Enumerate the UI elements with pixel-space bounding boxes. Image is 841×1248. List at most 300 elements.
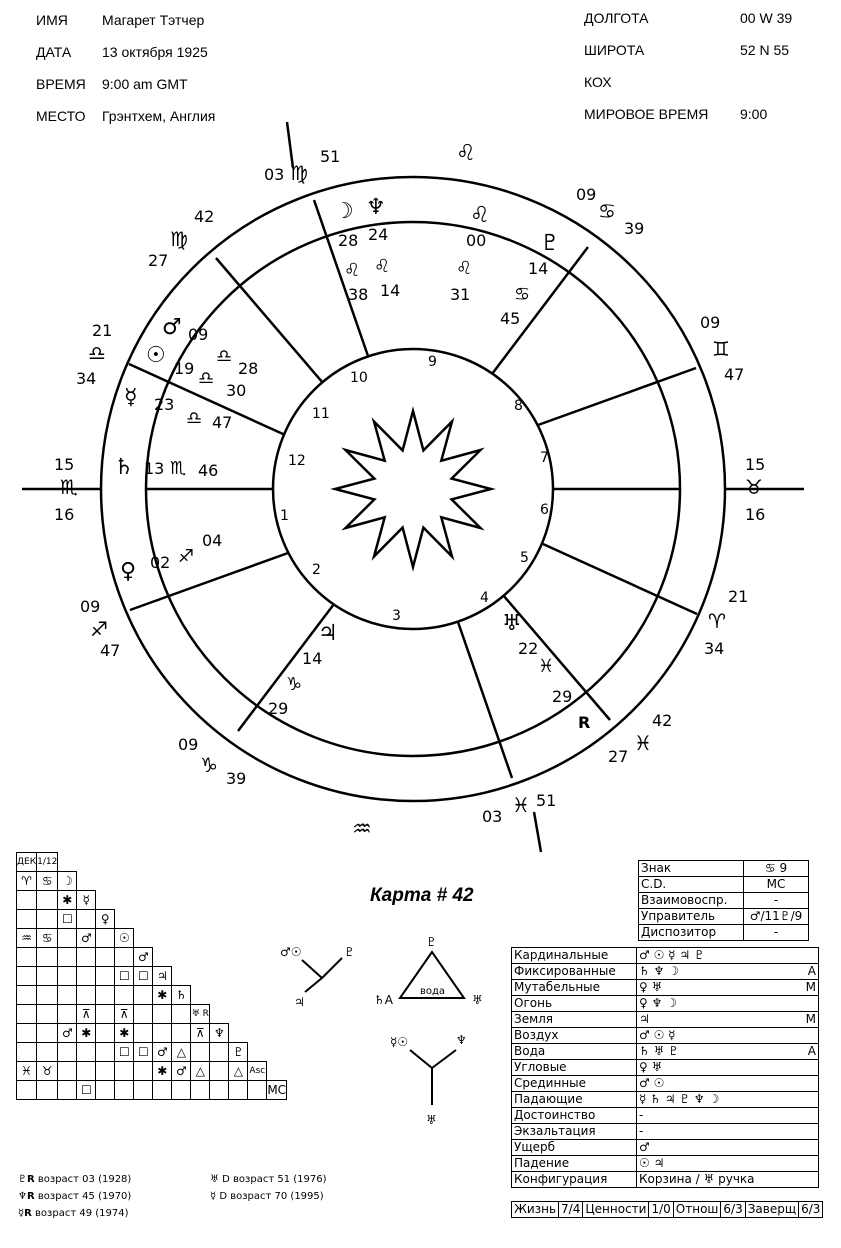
cusp-sign-icon: ♈ — [708, 609, 726, 633]
summary-key: Знак — [639, 861, 744, 877]
grid-cell — [17, 986, 37, 1005]
grid-header-cell: ДЕК — [17, 853, 37, 872]
grid-cell — [37, 1005, 58, 1024]
aspect-grid — [16, 852, 287, 1100]
grid-cell — [37, 1024, 58, 1043]
grid-cell — [134, 1005, 153, 1024]
place-label: МЕСТО — [36, 108, 86, 124]
cusp-sign-icon: ♓ — [512, 793, 530, 817]
planet-properties-table — [511, 947, 819, 1188]
retrograde-list-left — [18, 1174, 131, 1219]
property-key: Земля — [512, 1012, 637, 1028]
grid-cell — [17, 910, 37, 929]
grid-cell: ☐ — [134, 967, 153, 986]
grid-cell — [134, 1081, 153, 1100]
grid-cell: ♄ — [172, 986, 191, 1005]
completion-value: 6/3 — [799, 1202, 823, 1218]
grid-cell — [37, 910, 58, 929]
property-planets: ♄ ♅ ♇ — [637, 1044, 803, 1060]
planet-minute: 38 — [348, 285, 369, 304]
property-angle — [802, 948, 819, 964]
summary-value: ♋ 9 — [744, 861, 809, 877]
property-planets: ♃ — [637, 1012, 803, 1028]
grid-cell — [77, 948, 96, 967]
grid-cell: Asc — [248, 1062, 267, 1081]
property-key: Воздух — [512, 1028, 637, 1044]
cusp-degree: 09 — [700, 313, 721, 332]
planet-minute: 47 — [212, 413, 233, 432]
completion-label: Заверщ — [745, 1202, 798, 1218]
grid-cell — [58, 1005, 77, 1024]
grid-cell — [153, 1024, 172, 1043]
planet-degree: 28 — [338, 231, 359, 250]
grid-cell: MC — [267, 1081, 287, 1100]
grid-cell — [96, 1024, 115, 1043]
cusp-minute: 42 — [652, 711, 673, 730]
grid-cell: ♀ — [96, 910, 115, 929]
grid-cell — [58, 1062, 77, 1081]
planet-minute: 04 — [202, 531, 223, 550]
universal-time-label: МИРОВОЕ ВРЕМЯ — [584, 106, 709, 122]
grid-cell — [37, 1081, 58, 1100]
time-label: ВРЕМЯ — [36, 76, 86, 92]
cusp-degree: 15 — [745, 455, 766, 474]
planet-minute: 28 — [238, 359, 259, 378]
cusp-degree: 15 — [54, 455, 75, 474]
intercepted-aquarius-icon: ♒ — [352, 817, 372, 842]
property-key: Падение — [512, 1156, 637, 1172]
life-label: Жизнь — [512, 1202, 559, 1218]
latitude-label: ШИРОТА — [584, 42, 645, 58]
grid-cell — [37, 1043, 58, 1062]
property-angle — [802, 1060, 819, 1076]
planet-minute: 31 — [450, 285, 471, 304]
planet-degree: 09 — [188, 325, 209, 344]
retro-item: ♅ D возраст 51 (1976) — [210, 1174, 327, 1185]
cusp-sign-icon: ♉ — [745, 475, 763, 499]
grid-cell — [191, 1081, 210, 1100]
grid-cell — [58, 1081, 77, 1100]
planet-minute: 14 — [380, 281, 401, 300]
cusp-minute: 42 — [194, 207, 215, 226]
retro-item: ☿ D возраст 70 (1995) — [210, 1191, 324, 1202]
planet-sign-icon: ♎ — [216, 346, 233, 367]
cusp-minute: 16 — [745, 505, 766, 524]
planet-sign-icon: ♓ — [538, 656, 555, 677]
summary-key: Управитель — [639, 909, 744, 925]
cusp-degree: 09 — [178, 735, 199, 754]
cusp-sign-icon: ♐ — [90, 617, 108, 641]
planet-minute: 45 — [500, 309, 521, 328]
cusp-degree: 21 — [728, 587, 749, 606]
grid-cell — [37, 986, 58, 1005]
grid-cell — [17, 948, 37, 967]
planet-sign-icon: ♌ — [456, 258, 473, 279]
property-planets: ♂ — [637, 1140, 803, 1156]
summary-value: - — [744, 893, 809, 909]
triangle-right-label: ♅ — [472, 993, 483, 1007]
grid-cell: ♆ — [210, 1024, 229, 1043]
grid-cell — [77, 910, 96, 929]
property-planets: ♄ ♆ ☽ — [637, 964, 803, 980]
grid-cell — [172, 1081, 191, 1100]
property-angle — [802, 1076, 819, 1092]
planet-degree: 22 — [518, 639, 539, 658]
cusp-sign-icon: ♍ — [170, 227, 188, 251]
triangle-left-label: ♄A — [374, 993, 393, 1007]
house-number: 11 — [312, 406, 330, 422]
grid-cell — [77, 1043, 96, 1062]
grid-header-cell: 1/12 — [37, 853, 58, 872]
grid-cell — [96, 1062, 115, 1081]
planet-glyph-icon: ☽ — [334, 199, 354, 224]
grid-cell — [96, 929, 115, 948]
property-angle — [802, 1108, 819, 1124]
grid-cell — [58, 948, 77, 967]
property-key: Достоинство — [512, 1108, 637, 1124]
summary-key: Взаимовоспр. — [639, 893, 744, 909]
house-number: 4 — [480, 590, 489, 606]
property-angle — [802, 1124, 819, 1140]
planet-glyph-icon: ♇ — [540, 231, 560, 256]
grid-cell: ☐ — [115, 1043, 134, 1062]
property-key: Огонь — [512, 996, 637, 1012]
triangle-center-label: вода — [420, 986, 446, 997]
grid-cell — [134, 1024, 153, 1043]
cusp-minute: 39 — [624, 219, 645, 238]
summary-key: Диспозитор — [639, 925, 744, 941]
property-planets: Корзина / ♅ ручка — [637, 1172, 803, 1188]
house-number: 6 — [540, 502, 549, 518]
grid-cell — [77, 1062, 96, 1081]
center-star-icon — [335, 411, 491, 567]
property-planets: ♂ ☉ ☿ ♃ ♇ — [637, 948, 803, 964]
cusp-minute: 47 — [724, 365, 745, 384]
property-key: Мутабельные — [512, 980, 637, 996]
grid-cell — [37, 948, 58, 967]
grid-cell: ♅ R — [191, 1005, 210, 1024]
planet-degree: 00 — [466, 231, 487, 250]
house-cusp-lines — [22, 122, 804, 852]
planet-glyph-icon: ♌ — [470, 203, 490, 228]
relations-label: Отнош — [673, 1202, 721, 1218]
property-key: Угловые — [512, 1060, 637, 1076]
planet-degree: 24 — [368, 225, 389, 244]
planet-glyph-icon: ☿ — [124, 385, 138, 410]
grid-cell: ☿ — [77, 891, 96, 910]
planet-degree: 13 — [144, 459, 165, 478]
property-planets: ♂ ☉ — [637, 1076, 803, 1092]
time-value: 9:00 am GMT — [102, 76, 188, 92]
property-angle — [802, 996, 819, 1012]
house-number: 5 — [520, 550, 529, 566]
planet-glyph-icon: ☉ — [146, 343, 166, 368]
grid-cell: ⊼ — [77, 1005, 96, 1024]
property-key: Экзальтация — [512, 1124, 637, 1140]
values-label: Ценности — [583, 1202, 649, 1218]
property-key: Срединные — [512, 1076, 637, 1092]
retro-item: ☿R возраст 49 (1974) — [18, 1208, 129, 1219]
house-system-label: КОХ — [584, 74, 612, 90]
planet-degree: 19 — [174, 359, 195, 378]
grid-cell — [210, 1062, 229, 1081]
house-number: 7 — [540, 450, 549, 466]
grid-cell — [17, 1043, 37, 1062]
grid-cell — [172, 1024, 191, 1043]
grid-cell — [58, 1043, 77, 1062]
planet-sign-icon: ♎ — [198, 368, 215, 389]
cusp-sign-icon: ♊ — [712, 337, 730, 361]
values-value: 1/0 — [649, 1202, 673, 1218]
yod2-right-label: ♆ — [456, 1033, 467, 1047]
planet-degree: 23 — [154, 395, 175, 414]
grid-cell — [17, 1024, 37, 1043]
grid-cell — [77, 967, 96, 986]
grid-cell: ♒ — [17, 929, 37, 948]
property-key: Фиксированные — [512, 964, 637, 980]
summary-value: ♂/11♇/9 — [744, 909, 809, 925]
property-key: Падающие — [512, 1092, 637, 1108]
property-angle: M — [802, 1012, 819, 1028]
property-planets: ♀ ♆ ☽ — [637, 996, 803, 1012]
cusp-minute: 51 — [536, 791, 557, 810]
grid-cell — [210, 1081, 229, 1100]
cusp-degree: 21 — [92, 321, 113, 340]
longitude-label: ДОЛГОТА — [584, 10, 649, 26]
planet-glyph-icon: ♀ — [120, 559, 137, 584]
planet-sign-icon: ♌ — [374, 256, 391, 277]
property-angle — [802, 1092, 819, 1108]
grid-cell: △ — [191, 1062, 210, 1081]
grid-cell — [37, 967, 58, 986]
cusp-minute: 34 — [76, 369, 97, 388]
grid-cell — [134, 986, 153, 1005]
planet-degree: 02 — [150, 553, 171, 572]
yod1-bottom-label: ♃ — [294, 995, 305, 1009]
cusp-degree: 09 — [80, 597, 101, 616]
grid-cell — [134, 1062, 153, 1081]
grid-cell: ☐ — [77, 1081, 96, 1100]
grid-cell — [115, 986, 134, 1005]
chart-title: Карта # 42 — [370, 885, 474, 906]
summary-value: - — [744, 925, 809, 941]
cusp-sign-icon: ♎ — [88, 341, 106, 365]
planet-minute: 30 — [226, 381, 247, 400]
aspect-figures — [260, 930, 500, 1140]
grid-cell: ♋ — [37, 929, 58, 948]
retro-item: ♆R возраст 45 (1970) — [18, 1191, 132, 1202]
cusp-minute: 39 — [226, 769, 247, 788]
date-label: ДАТА — [36, 44, 72, 60]
house-number: 2 — [312, 562, 321, 578]
grid-cell — [58, 929, 77, 948]
grid-cell — [77, 986, 96, 1005]
grid-cell: ♇ — [229, 1043, 248, 1062]
planet-glyph-icon: ♅ — [502, 611, 522, 636]
grid-cell — [153, 1005, 172, 1024]
grid-cell: ♉ — [37, 1062, 58, 1081]
grid-cell — [96, 948, 115, 967]
grid-cell: ☐ — [134, 1043, 153, 1062]
grid-cell — [17, 967, 37, 986]
summary-key: С.D. — [639, 877, 744, 893]
grid-cell: ♈ — [17, 872, 37, 891]
property-key: Конфигурация — [512, 1172, 637, 1188]
grid-cell — [115, 1062, 134, 1081]
cusp-sign-icon: ♍ — [290, 161, 308, 185]
property-planets: - — [637, 1108, 803, 1124]
planet-glyph-icon: ♆ — [366, 195, 386, 220]
house-number: 8 — [514, 398, 523, 414]
grid-cell — [96, 1081, 115, 1100]
cusp-degree: 27 — [608, 747, 629, 766]
planet-sign-icon: ♌ — [344, 260, 361, 281]
property-planets: ☿ ♄ ♃ ♇ ♆ ☽ — [637, 1092, 803, 1108]
grid-cell — [96, 967, 115, 986]
cusp-sign-icon: ♓ — [634, 731, 652, 755]
grid-cell: ♂ — [172, 1062, 191, 1081]
cusp-sign-icon: ♏ — [60, 475, 78, 499]
yod1-left-label: ♂☉ — [280, 945, 302, 959]
property-angle: A — [802, 964, 819, 980]
cusp-minute: 47 — [100, 641, 121, 660]
grid-cell: ♂ — [134, 948, 153, 967]
triangle-top-label: ♇ — [426, 935, 437, 949]
grid-cell — [96, 986, 115, 1005]
date-value: 13 октября 1925 — [102, 44, 208, 60]
wheel-center-ring — [273, 349, 553, 629]
grid-cell: ✱ — [77, 1024, 96, 1043]
grid-cell: ☽ — [58, 872, 77, 891]
grid-cell: ♂ — [77, 929, 96, 948]
planet-sign-icon: ♏ — [170, 458, 187, 479]
grid-cell — [37, 891, 58, 910]
grid-cell: ♋ — [37, 872, 58, 891]
grid-cell — [153, 1081, 172, 1100]
grid-cell — [191, 1043, 210, 1062]
grid-cell — [58, 986, 77, 1005]
house-number: 9 — [428, 354, 437, 370]
yod2-left-label: ☿☉ — [390, 1035, 409, 1049]
cusp-minute: 16 — [54, 505, 75, 524]
universal-time-value: 9:00 — [740, 106, 768, 122]
property-planets: - — [637, 1124, 803, 1140]
grid-cell — [172, 1005, 191, 1024]
cusp-sign-icon: ♋ — [598, 199, 616, 223]
intercepted-leo-icon: ♌ — [456, 141, 476, 166]
cusp-degree: 27 — [148, 251, 169, 270]
grid-cell — [115, 948, 134, 967]
house-number: 1 — [280, 508, 289, 524]
grid-cell: ♓ — [17, 1062, 37, 1081]
property-planets: ☉ ♃ — [637, 1156, 803, 1172]
planet-sign-icon: ♎ — [186, 408, 203, 429]
latitude-value: 52 N 55 — [740, 42, 790, 58]
grid-cell: ♃ — [153, 967, 172, 986]
grid-cell: ♂ — [58, 1024, 77, 1043]
planet-sign-icon: ♋ — [514, 284, 531, 305]
grid-cell: ✱ — [115, 1024, 134, 1043]
grid-cell: ☐ — [58, 910, 77, 929]
grid-cell: ✱ — [153, 1062, 172, 1081]
cusp-degree: 03 — [264, 165, 285, 184]
property-angle: A — [802, 1044, 819, 1060]
property-angle — [802, 1140, 819, 1156]
grid-cell — [210, 1043, 229, 1062]
grid-cell — [229, 1081, 248, 1100]
grid-cell: ✱ — [58, 891, 77, 910]
planet-glyph-icon: ♂ — [162, 315, 182, 340]
property-angle: M — [802, 980, 819, 996]
yod1-right-label: ♇ — [344, 945, 355, 959]
house-number: 3 — [392, 608, 401, 624]
retro-item: ♇R возраст 03 (1928) — [18, 1174, 132, 1185]
retrograde-mark: R — [578, 713, 591, 732]
house-number: 12 — [288, 453, 306, 469]
grid-cell — [17, 891, 37, 910]
place-value: Грэнтхем, Англия — [102, 108, 216, 124]
property-planets: ♀ ♅ — [637, 980, 803, 996]
grid-cell: ⊼ — [115, 1005, 134, 1024]
relations-value: 6/3 — [721, 1202, 745, 1218]
property-key: Вода — [512, 1044, 637, 1060]
longitude-value: 00 W 39 — [740, 10, 793, 26]
summary-value: МС — [744, 877, 809, 893]
grid-cell: ♂ — [153, 1043, 172, 1062]
property-angle — [802, 1028, 819, 1044]
grid-cell: ⊼ — [191, 1024, 210, 1043]
grid-cell: △ — [172, 1043, 191, 1062]
property-angle — [802, 1156, 819, 1172]
property-planets: ♂ ☉ ☿ — [637, 1028, 803, 1044]
life-areas-table — [511, 1201, 823, 1218]
planet-sign-icon: ♑ — [286, 674, 303, 695]
cusp-degree: 03 — [482, 807, 503, 826]
grid-cell: ☐ — [115, 967, 134, 986]
retrograde-list-right — [210, 1174, 327, 1202]
grid-cell: ✱ — [153, 986, 172, 1005]
grid-cell — [115, 1081, 134, 1100]
planet-minute: 29 — [552, 687, 573, 706]
cusp-minute: 34 — [704, 639, 725, 658]
property-planets: ♀ ♅ — [637, 1060, 803, 1076]
property-angle — [802, 1172, 819, 1188]
name-label: ИМЯ — [36, 12, 68, 28]
grid-cell — [96, 1005, 115, 1024]
planet-degree: 14 — [528, 259, 549, 278]
cusp-degree: 09 — [576, 185, 597, 204]
planet-minute: 46 — [198, 461, 219, 480]
yod2-bottom-label: ♅ — [426, 1113, 437, 1127]
grid-cell — [17, 1081, 37, 1100]
grid-cell: △ — [229, 1062, 248, 1081]
name-value: Магарет Тэтчер — [102, 12, 205, 28]
property-key: Кардинальные — [512, 948, 637, 964]
cusp-minute: 51 — [320, 147, 341, 166]
house-number: 10 — [350, 370, 368, 386]
cusp-sign-icon: ♑ — [200, 753, 218, 777]
grid-cell: ☉ — [115, 929, 134, 948]
grid-cell — [58, 967, 77, 986]
planet-glyph-icon: ♃ — [318, 621, 338, 646]
planet-minute: 29 — [268, 699, 289, 718]
chart-summary-table — [638, 860, 809, 941]
grid-cell — [17, 1005, 37, 1024]
grid-cell — [96, 1043, 115, 1062]
planet-sign-icon: ♐ — [178, 546, 195, 567]
planet-degree: 14 — [302, 649, 323, 668]
life-value: 7/4 — [559, 1202, 583, 1218]
